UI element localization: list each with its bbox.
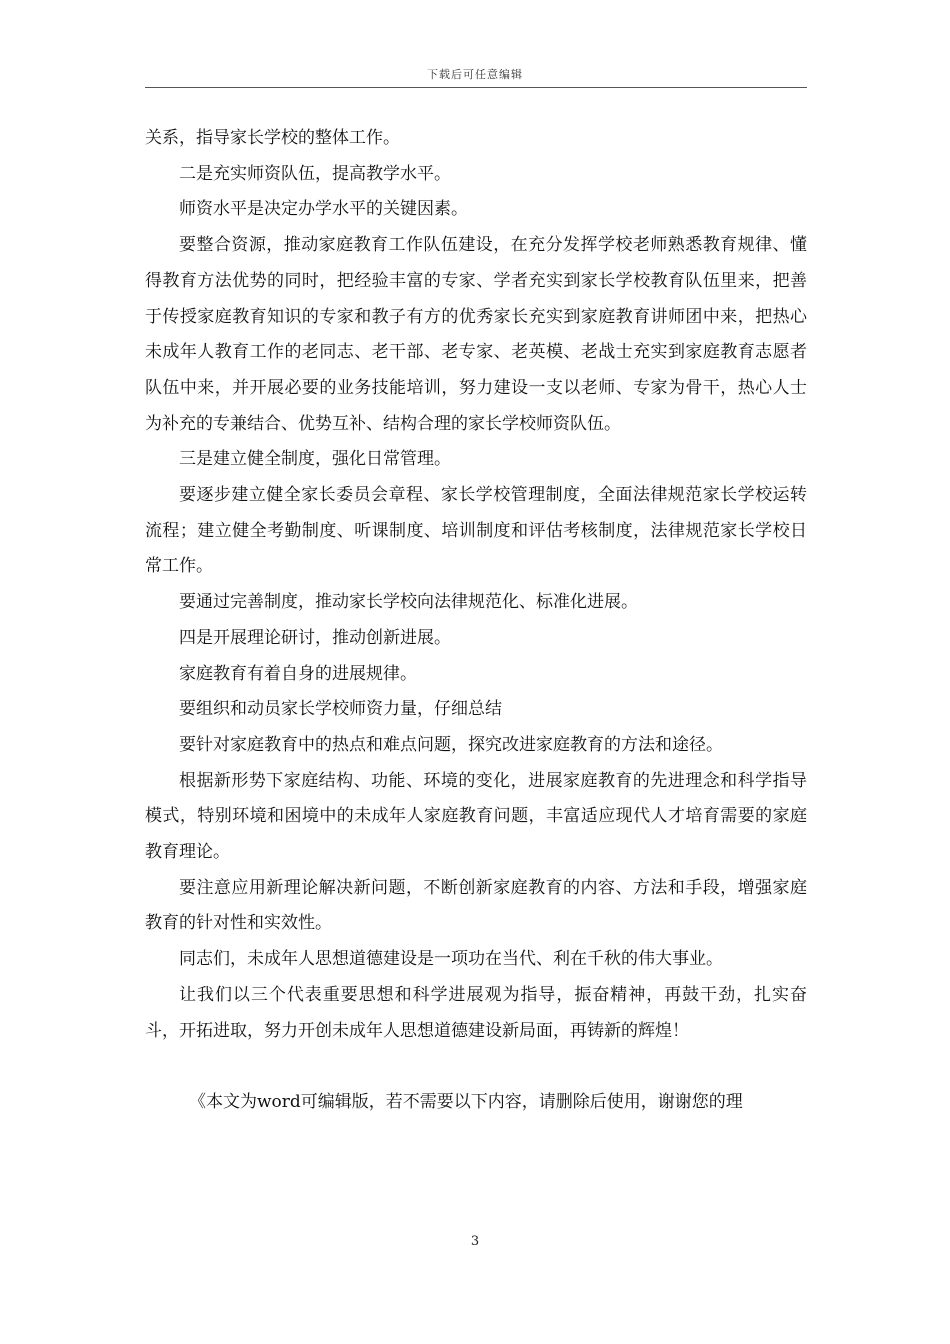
paragraph-2: 二是充实师资队伍，提高教学水平。 xyxy=(179,163,451,184)
paragraph-1: 关系，指导家长学校的整体工作。 xyxy=(145,128,400,148)
paragraph-5: 三是建立健全制度，强化日常管理。 xyxy=(179,449,451,470)
document-body xyxy=(145,121,807,1121)
paragraph-14: 同志们，未成年人思想道德建设是一项功在当代、利在千秋的伟大事业。 xyxy=(179,949,723,970)
paragraph-15: 让我们以三个代表重要思想和科学进展观为指导，振奋精神，再鼓干劲，扎实奋斗，开拓进取，努力开创未成年人思想道德建设新局面，再铸新的辉煌！ xyxy=(145,984,807,1041)
paragraph-4: 要整合资源，推动家庭教育工作队伍建设，在充分发挥学校老师熟悉教育规律、懂得教育方法优势的同时，把经验丰富的专家、学者充实到家长学校教育队伍里来，把善于传授家庭教育知识的专家和教子有方的优秀家长充实到家庭教育讲师团中来，把热心未成年人教育工作的老同志、老干部、老专家、老英模、老战士充实到家庭教育志愿者队伍中来，并开展必要的业务技能培训，努力建设一支以老师、专家为骨干，热心人士为补充的专兼结合、优势互补、结构合理的家长学校师资队伍。 xyxy=(145,235,807,434)
paragraph-6: 要逐步建立健全家长委员会章程、家长学校管理制度，全面法律规范家长学校运转流程；建立健全考勤制度、听课制度、培训制度和评估考核制度，法律规范家长学校日常工作。 xyxy=(145,485,807,577)
paragraph-9: 家庭教育有着自身的进展规律。 xyxy=(179,663,417,684)
paragraph-7: 要通过完善制度，推动家长学校向法律规范化、标准化进展。 xyxy=(179,592,638,613)
header-rule xyxy=(145,87,807,88)
blank-line xyxy=(145,1049,807,1085)
paragraph-3: 师资水平是决定办学水平的关键因素。 xyxy=(179,199,468,220)
page-header: 下载后可任意编辑 xyxy=(427,68,523,81)
editable-version-note: 《本文为word可编辑版，若不需要以下内容，请删除后使用，谢谢您的理 xyxy=(189,1091,743,1112)
paragraph-12: 根据新形势下家庭结构、功能、环境的变化，进展家庭教育的先进理念和科学指导模式，特别环境和困境中的未成年人家庭教育问题，丰富适应现代人才培育需要的家庭教育理论。 xyxy=(145,770,807,863)
page-number: 3 xyxy=(470,1234,480,1249)
paragraph-11: 要针对家庭教育中的热点和难点问题，探究改进家庭教育的方法和途径。 xyxy=(179,734,723,755)
paragraph-8: 四是开展理论研讨，推动创新进展。 xyxy=(179,627,451,648)
paragraph-13: 要注意应用新理论解决新问题，不断创新家庭教育的内容、方法和手段，增强家庭教育的针对性和实效性。 xyxy=(145,877,807,934)
paragraph-10: 要组织和动员家长学校师资力量，仔细总结 xyxy=(179,699,502,720)
